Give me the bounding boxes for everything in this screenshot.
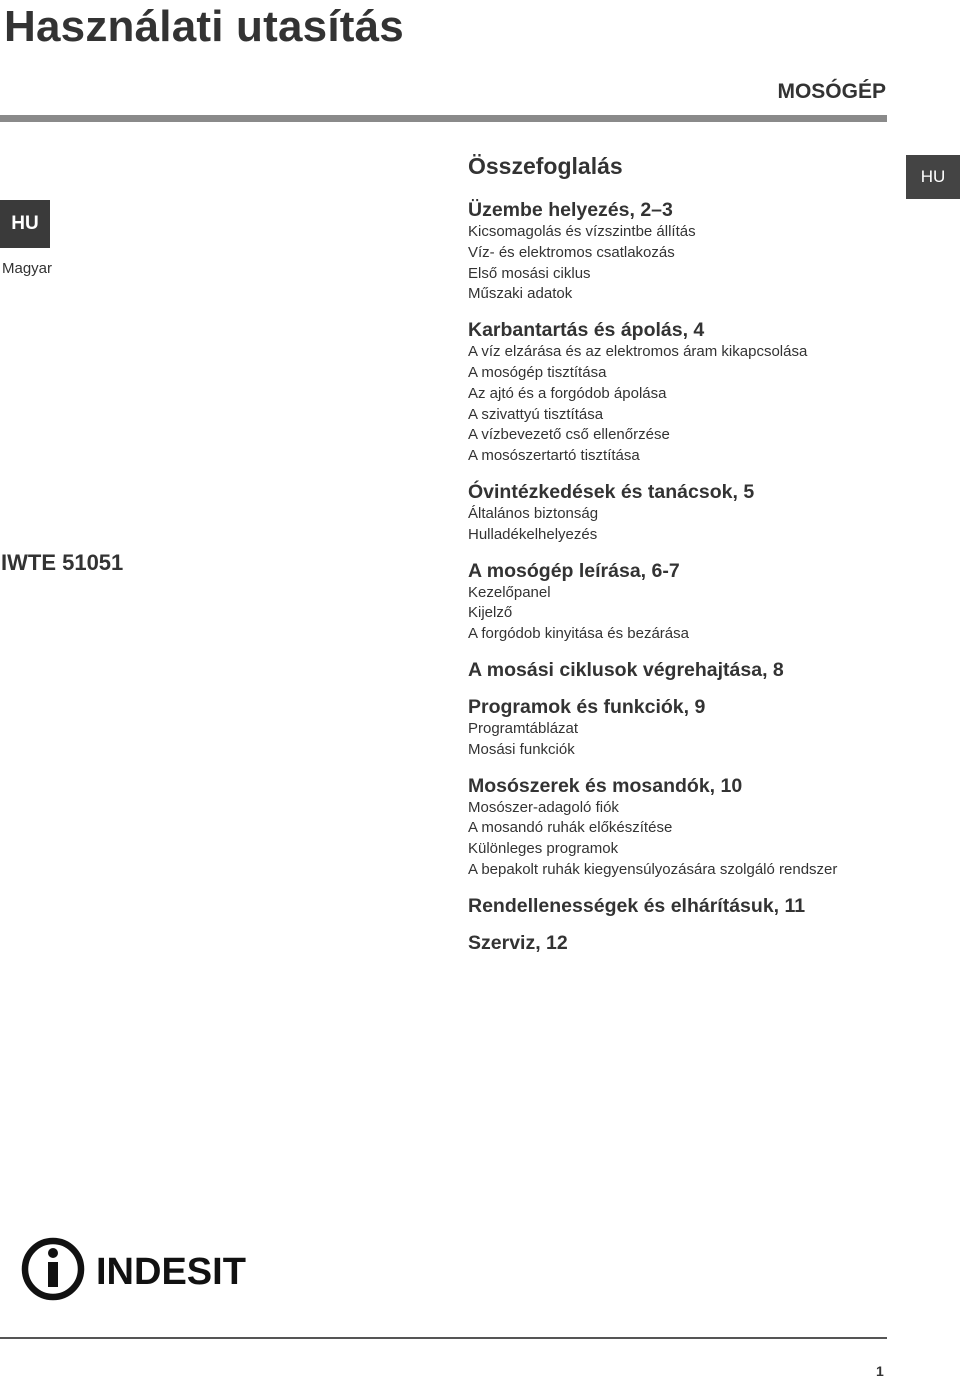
language-badge: HU (0, 200, 50, 248)
toc-item: A vízbevezető cső ellenőrzése (468, 426, 670, 444)
toc-item: A mosógép tisztítása (468, 363, 607, 381)
toc-item: Különleges programok (468, 840, 619, 858)
language-side-tab: HU (906, 155, 960, 199)
table-of-contents (468, 198, 908, 968)
toc-item: Kezelőpanel (468, 583, 551, 601)
indesit-logo (20, 1236, 270, 1307)
toc-section (468, 774, 908, 881)
toc-item: Víz- és elektromos csatlakozás (468, 243, 675, 261)
toc-section (468, 480, 908, 546)
toc-item: A bepakolt ruhák kiegyensúlyozására szolgáló rendszer (468, 860, 838, 878)
toc-item: Kicsomagolás és vízszintbe állítás (468, 223, 696, 240)
toc-section-heading: A mosógép leírása, 6-7 (468, 559, 680, 582)
model-number: IWTE 51051 (1, 550, 124, 575)
toc-title: Összefoglalás (468, 153, 623, 179)
toc-section-heading: Karbantartás és ápolás, 4 (468, 319, 705, 342)
toc-item: Mosószer-adagoló fiók (468, 798, 619, 816)
toc-section-heading: Szerviz, 12 (468, 931, 568, 954)
toc-section (468, 931, 908, 955)
toc-section (468, 559, 908, 645)
toc-item: A mosandó ruhák előkészítése (468, 819, 673, 837)
document-title: Használati utasítás (4, 2, 404, 51)
language-name: Magyar (2, 260, 53, 277)
indesit-i-logo-icon (20, 1236, 270, 1302)
toc-item: Műszaki adatok (468, 285, 573, 303)
toc-item: Az ajtó és a forgódob ápolása (468, 384, 667, 402)
toc-section-heading: Üzembe helyezés, 2–3 (468, 199, 673, 221)
header-rule (0, 115, 887, 122)
toc-item: A forgódob kinyitása és bezárása (468, 625, 689, 643)
toc-item: A mosószertartó tisztítása (468, 447, 640, 465)
toc-item: Programtáblázat (468, 719, 579, 737)
toc-item: A szivattyú tisztítása (468, 405, 604, 423)
product-type-label: MOSÓGÉP (777, 80, 886, 103)
toc-section-heading: Mosószerek és mosandók, 10 (468, 774, 743, 797)
toc-item: Mosási funkciók (468, 740, 575, 758)
toc-item: Kijelző (468, 604, 513, 622)
toc-section-heading: Programok és funkciók, 9 (468, 695, 706, 718)
toc-section (468, 894, 908, 918)
page-number: 1 (876, 1363, 884, 1379)
toc-item: Hulladékelhelyezés (468, 525, 598, 543)
toc-section (468, 198, 908, 305)
footer-rule (0, 1337, 887, 1339)
brand-wordmark: INDESIT (96, 1251, 246, 1293)
toc-section-heading: A mosási ciklusok végrehajtása, 8 (468, 658, 784, 681)
toc-item: Első mosási ciklus (468, 264, 591, 282)
toc-section-heading: Rendellenességek és elhárításuk, 11 (468, 894, 806, 917)
toc-item: A víz elzárása és az elektromos áram kikapcsolása (468, 343, 808, 361)
toc-section-heading: Óvintézkedések és tanácsok, 5 (468, 480, 755, 503)
toc-section (468, 318, 908, 467)
toc-item: Általános biztonság (468, 504, 599, 522)
toc-section (468, 695, 908, 761)
toc-section (468, 658, 908, 682)
